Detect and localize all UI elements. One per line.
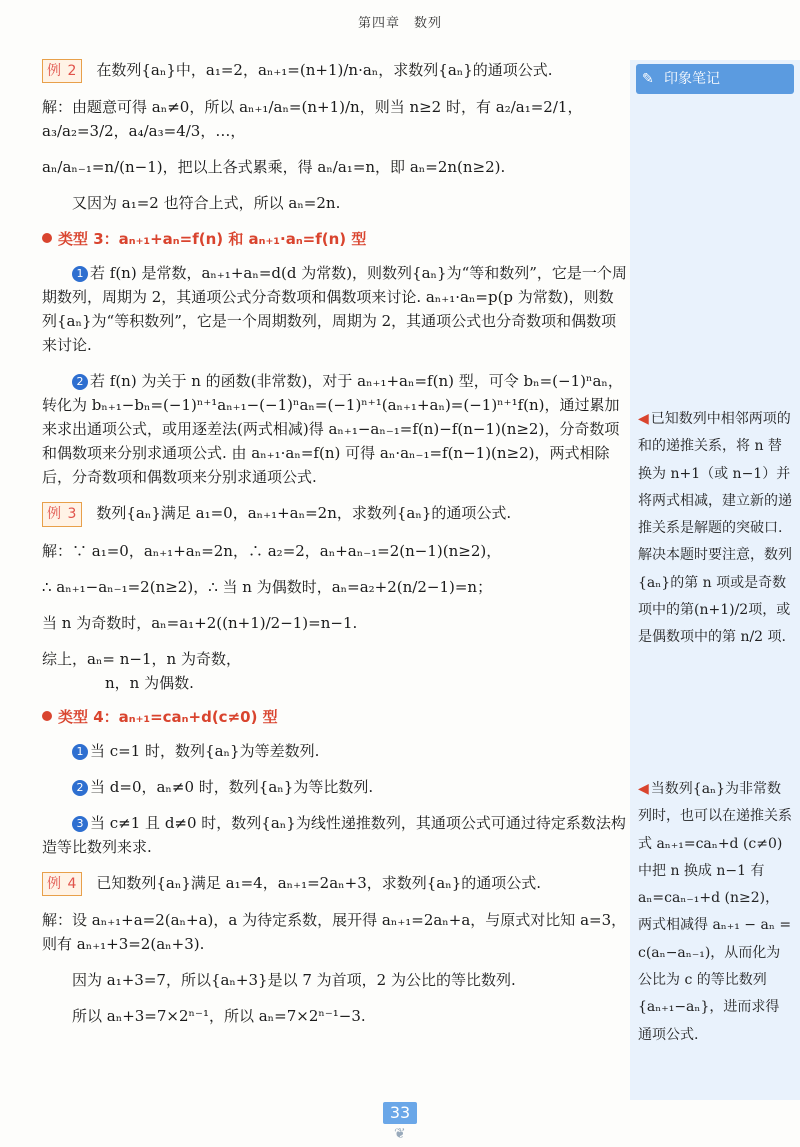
bird-icon: ❦	[394, 1126, 406, 1142]
chapter-header: 第四章 数列	[357, 16, 442, 31]
example-4-step3: 所以 aₙ+3=7×2ⁿ⁻¹，所以 aₙ=7×2ⁿ⁻¹−3.	[72, 1007, 366, 1026]
bullet-dot-icon	[42, 711, 52, 721]
main-content	[42, 58, 627, 1040]
circled-number-icon: 2	[72, 780, 88, 796]
example-tag: 例 2	[42, 59, 82, 83]
type-3-point-1: 1 若 f(n) 是常数，aₙ₊₁+aₙ=d(d 为常数)，则数列{aₙ}为“等和数列”，它是一个周期数列，周期为 2，其通项公式分奇数项和偶数项来讨论. aₙ₊₁·aₙ=p(p 为常数)，则数列{aₙ}为“等积数列”，它是一个周期数列，周期为 2，其通项公式也分奇数项和偶数项来讨论.	[42, 264, 627, 355]
type-4-point-3: 3 当 c≠1 且 d≠0 时，数列{aₙ}为线性递推数列，其通项公式可通过待定系数法构造等比数列来求.	[42, 813, 626, 856]
example-2-step2: aₙ/aₙ₋₁=n/(n−1)，把以上各式累乘，得 aₙ/a₁=n，即 aₙ=2n(n≥2).	[42, 158, 506, 177]
example-2-step1: 解：由题意可得 aₙ≠0，所以 aₙ₊₁/aₙ=(n+1)/n，则当 n≥2 时，有 a₂/a₁=2/1，a₃/a₂=3/2，a₄/a₃=4/3，…，	[42, 98, 583, 141]
example-tag: 例 4	[42, 872, 82, 896]
example-2-step3: 又因为 a₁=2 也符合上式，所以 aₙ=2n.	[72, 194, 341, 213]
example-tag: 例 3	[42, 502, 82, 526]
circled-number-icon: 3	[72, 816, 88, 832]
example-4-question: 例 4 已知数列{aₙ}满足 a₁=4，aₙ₊₁=2aₙ+3，求数列{aₙ}的通项公式.	[42, 871, 627, 896]
example-3-question: 例 3 数列{aₙ}满足 a₁=0，aₙ₊₁+aₙ=2n，求数列{aₙ}的通项公式.	[42, 501, 627, 526]
side-note-1: ◀ 已知数列中相邻两项的和的递推关系，将 n 替换为 n+1（或 n−1）并将两式相减，建立新的递推关系是解题的突破口. 解决本题时要注意，数列{aₙ}的第 n 项或是奇数项中的第(n+1)/2项，或是偶数项中的第 n/2 项.	[638, 411, 792, 646]
sidebar-title-text: 印象笔记	[664, 71, 720, 87]
sidebar-title	[636, 64, 794, 94]
side-note-2: ◀ 当数列{aₙ}为非常数列时，也可以在递推关系式 aₙ₊₁=caₙ+d (c≠0) 中把 n 换成 n−1 有 aₙ=caₙ₋₁+d (n≥2)，两式相减得 aₙ₊₁ − aₙ = c(aₙ−aₙ₋₁)，从而化为公比为 c 的等比数列 {aₙ₊₁−aₙ}，进而求得通项公式.	[638, 781, 792, 1043]
example-3-step3: 当 n 为奇数时，aₙ=a₁+2((n+1)/2−1)=n−1.	[42, 613, 358, 632]
example-2-question: 例 2 在数列{aₙ}中，a₁=2，aₙ₊₁=(n+1)/n·aₙ，求数列{aₙ}的通项公式.	[42, 58, 627, 83]
circled-number-icon: 1	[72, 744, 88, 760]
circled-number-icon: 1	[72, 266, 88, 282]
type-3-heading: 类型 3：aₙ₊₁+aₙ=f(n) 和 aₙ₊₁·aₙ=f(n) 型	[42, 227, 627, 251]
triangle-icon: ◀	[638, 411, 649, 427]
example-4-step1: 解：设 aₙ₊₁+a=2(aₙ+a)，a 为待定系数，展开得 aₙ₊₁=2aₙ+a，与原式对比知 a=3，则有 aₙ₊₁+3=2(aₙ+3).	[42, 911, 627, 954]
elephant-icon: ✎	[642, 71, 654, 87]
type-4-heading: 类型 4：aₙ₊₁=caₙ+d(c≠0) 型	[42, 705, 627, 729]
bullet-dot-icon	[42, 233, 52, 243]
page-number: 33	[383, 1102, 417, 1124]
triangle-icon: ◀	[638, 781, 649, 797]
type-4-point-2: 2 当 d=0，aₙ≠0 时，数列{aₙ}为等比数列.	[42, 775, 627, 799]
example-3-step2: ∴ aₙ₊₁−aₙ₋₁=2(n≥2)，∴ 当 n 为偶数时，aₙ=a₂+2(n/2−1)=n；	[42, 577, 493, 596]
example-3-conclusion: 综上，aₙ= n−1，n 为奇数， n，n 为偶数.	[42, 649, 241, 692]
circled-number-icon: 2	[72, 374, 88, 390]
type-3-point-2: 2 若 f(n) 为关于 n 的函数(非常数)，对于 aₙ₊₁+aₙ=f(n) 型，可令 bₙ=(−1)ⁿaₙ，转化为 bₙ₊₁−bₙ=(−1)ⁿ⁺¹aₙ₊₁−(−1)ⁿaₙ=(−1)ⁿ⁺¹(aₙ₊₁+aₙ)=(−1)ⁿ⁺¹f(n)，通过累加来求出通项公式，或用逐差法(两式相减)得 aₙ₊₁−aₙ₋₁=f(n)−f(n−1)(n≥2)，分奇数项和偶数项来分别求通项公式. 由 aₙ₊₁·aₙ=f(n) 可得 aₙ·aₙ₋₁=f(n−1)(n≥2)，两式相除后，分奇数项和偶数项来分别求通项公式.	[42, 372, 623, 487]
notes-sidebar	[630, 60, 800, 1100]
example-3-step1: 解：∵ a₁=0，aₙ₊₁+aₙ=2n，∴ a₂=2，aₙ+aₙ₋₁=2(n−1)(n≥2)，	[42, 541, 502, 560]
type-4-point-1: 1 当 c=1 时，数列{aₙ}为等差数列.	[42, 739, 627, 763]
example-4-step2: 因为 a₁+3=7，所以{aₙ+3}是以 7 为首项，2 为公比的等比数列.	[72, 971, 516, 990]
